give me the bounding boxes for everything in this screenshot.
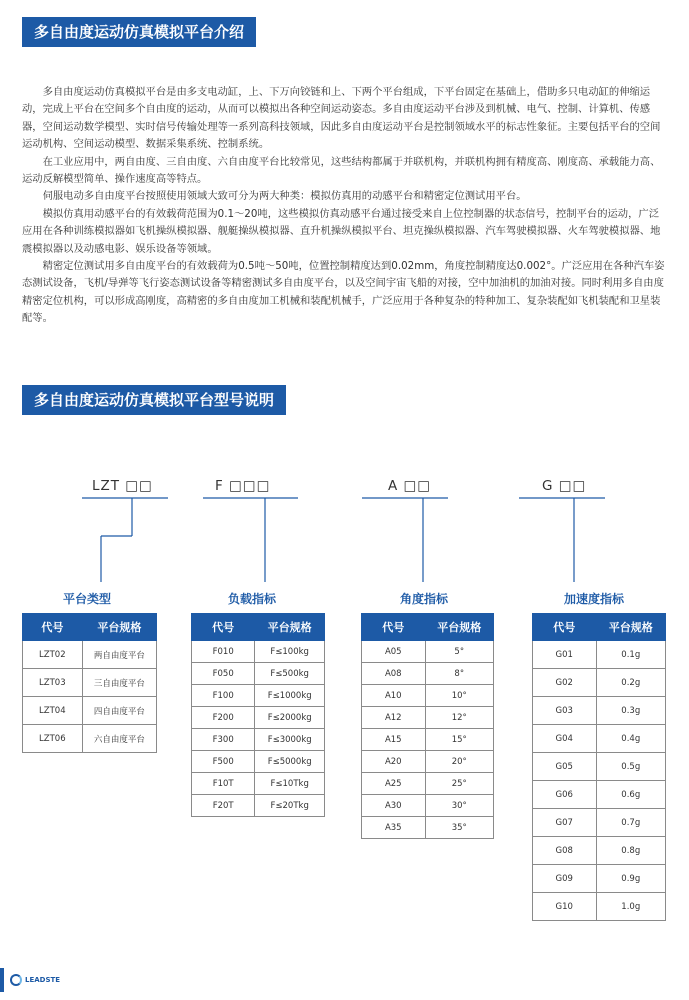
cell-spec: 两自由度平台 <box>82 641 156 669</box>
cell-code: G01 <box>533 641 597 669</box>
table-row <box>362 729 494 751</box>
model-code-f: F □□□ <box>215 478 271 494</box>
angle-table <box>361 613 494 839</box>
cell-code: F300 <box>192 729 255 751</box>
cell-spec: 5° <box>425 641 493 663</box>
cell-code: F20T <box>192 795 255 817</box>
column-header: 代号 <box>533 614 597 641</box>
cell-code: F010 <box>192 641 255 663</box>
table-header-row <box>533 614 666 641</box>
section-title-intro: 多自由度运动仿真模拟平台介绍 <box>22 17 256 47</box>
cell-code: G04 <box>533 725 597 753</box>
table-row <box>533 669 666 697</box>
table-title-load: 负载指标 <box>228 592 277 606</box>
table-header-row <box>362 614 494 641</box>
cell-spec: 12° <box>425 707 493 729</box>
column-header: 代号 <box>362 614 426 641</box>
table-row <box>192 663 325 685</box>
cell-spec: 0.4g <box>596 725 665 753</box>
cell-code: F500 <box>192 751 255 773</box>
cell-spec: 六自由度平台 <box>82 725 156 753</box>
intro-paragraph: 精密定位测试用多自由度平台的有效载荷为0.5吨～50吨，位置控制精度达到0.02mm，角度控制精度达0.002°。广泛应用在各种汽车姿态测试设备，飞机/导弹等飞行姿态测试设备等精密测试多自由度平台，以及空间宇宙飞船的对接，空中加油机的加油对接。同时利用多自由度精密定位机构，可以形成高刚度，高精密的多自由度加工机械和装配机械手，广泛应用于各种复杂的特种加工、复杂装配如飞机装配和卫星装配等。 <box>22 260 665 325</box>
table-row <box>533 837 666 865</box>
cell-code: G07 <box>533 809 597 837</box>
table-row <box>23 641 157 669</box>
table-row <box>533 893 666 921</box>
intro-text <box>22 84 668 328</box>
column-header: 代号 <box>23 614 83 641</box>
table-row <box>362 707 494 729</box>
cell-code: A05 <box>362 641 426 663</box>
cell-spec: 10° <box>425 685 493 707</box>
cell-code: LZT03 <box>23 669 83 697</box>
table-row <box>23 725 157 753</box>
table-row <box>192 773 325 795</box>
table-row <box>533 781 666 809</box>
cell-code: F100 <box>192 685 255 707</box>
cell-spec: F≤2000kg <box>255 707 325 729</box>
intro-paragraph: 多自由度运动仿真模拟平台是由多支电动缸，上、下万向铰链和上、下两个平台组成，下平台固定在基础上，借助多只电动缸的伸缩运动，完成上平台在空间多个自由度的运动，从而可以模拟出各种空间运动姿态。多自由度运动平台涉及到机械、电气、控制、计算机、传感器，空间运动数学模型、实时信号传输处理等一系列高科技领域，因此多自由度运动平台是控制领域水平的标志性象征。主要包括平台的空间运动机构、空间运动模型、数据采集系统、控制系统。 <box>22 86 661 151</box>
table-title-angle: 角度指标 <box>400 592 449 606</box>
table-row <box>192 751 325 773</box>
cell-spec: 8° <box>425 663 493 685</box>
table-title-acceleration: 加速度指标 <box>564 592 625 606</box>
table-row <box>533 725 666 753</box>
model-code-g: G □□ <box>542 478 587 494</box>
cell-spec: 1.0g <box>596 893 665 921</box>
cell-code: G03 <box>533 697 597 725</box>
load-table <box>191 613 325 817</box>
footer-accent-bar <box>0 968 4 992</box>
cell-spec: F≤3000kg <box>255 729 325 751</box>
cell-code: G08 <box>533 837 597 865</box>
table-row <box>192 707 325 729</box>
cell-code: LZT04 <box>23 697 83 725</box>
table-header-row <box>192 614 325 641</box>
cell-spec: 0.2g <box>596 669 665 697</box>
cell-code: A10 <box>362 685 426 707</box>
cell-code: A12 <box>362 707 426 729</box>
cell-spec: F≤500kg <box>255 663 325 685</box>
cell-spec: 0.6g <box>596 781 665 809</box>
brand-logo <box>10 974 60 986</box>
table-row <box>192 729 325 751</box>
table-title-platform-type: 平台类型 <box>63 592 112 606</box>
cell-code: F050 <box>192 663 255 685</box>
column-header: 平台规格 <box>596 614 665 641</box>
cell-code: A30 <box>362 795 426 817</box>
acceleration-table <box>532 613 666 921</box>
section-title-model-spec: 多自由度运动仿真模拟平台型号说明 <box>22 385 286 415</box>
cell-spec: 0.1g <box>596 641 665 669</box>
table-row <box>362 663 494 685</box>
cell-spec: 30° <box>425 795 493 817</box>
table-row <box>533 753 666 781</box>
cell-spec: 0.9g <box>596 865 665 893</box>
cell-code: LZT02 <box>23 641 83 669</box>
intro-paragraph: 伺服电动多自由度平台按照使用领域大致可分为两大种类：模拟仿真用的动感平台和精密定位测试用平台。 <box>42 190 527 203</box>
cell-code: A15 <box>362 729 426 751</box>
table-row <box>533 809 666 837</box>
cell-spec: F≤20Tkg <box>255 795 325 817</box>
table-row <box>192 641 325 663</box>
cell-spec: 35° <box>425 817 493 839</box>
logo-text: LEADSTE <box>25 976 61 984</box>
cell-code: F200 <box>192 707 255 729</box>
cell-spec: F≤100kg <box>255 641 325 663</box>
cell-code: A08 <box>362 663 426 685</box>
cell-code: A35 <box>362 817 426 839</box>
logo-icon <box>10 974 22 986</box>
cell-code: A25 <box>362 773 426 795</box>
table-row <box>23 669 157 697</box>
table-row <box>362 751 494 773</box>
cell-spec: 四自由度平台 <box>82 697 156 725</box>
cell-spec: F≤1000kg <box>255 685 325 707</box>
table-header-row <box>23 614 157 641</box>
cell-spec: 15° <box>425 729 493 751</box>
table-row <box>23 697 157 725</box>
table-row <box>533 865 666 893</box>
table-row <box>362 817 494 839</box>
intro-paragraph: 在工业应用中，两自由度、三自由度、六自由度平台比较常见，这些结构都属于并联机构，并联机构拥有精度高、刚度高、承载能力高、运动反解模型简单、操作速度高等特点。 <box>22 155 661 186</box>
cell-code: G06 <box>533 781 597 809</box>
model-code-lzt: LZT □□ <box>92 478 153 494</box>
cell-spec: 0.7g <box>596 809 665 837</box>
cell-spec: 0.3g <box>596 697 665 725</box>
column-header: 代号 <box>192 614 255 641</box>
table-row <box>362 685 494 707</box>
table-row <box>192 685 325 707</box>
cell-spec: 0.5g <box>596 753 665 781</box>
model-code-a: A □□ <box>388 478 432 494</box>
platform-type-table <box>22 613 157 753</box>
cell-spec: 20° <box>425 751 493 773</box>
cell-spec: 25° <box>425 773 493 795</box>
column-header: 平台规格 <box>425 614 493 641</box>
cell-spec: F≤10Tkg <box>255 773 325 795</box>
column-header: 平台规格 <box>82 614 156 641</box>
cell-code: G02 <box>533 669 597 697</box>
cell-spec: 三自由度平台 <box>82 669 156 697</box>
table-row <box>362 773 494 795</box>
table-row <box>362 795 494 817</box>
cell-code: G09 <box>533 865 597 893</box>
table-row <box>533 697 666 725</box>
cell-code: A20 <box>362 751 426 773</box>
column-header: 平台规格 <box>255 614 325 641</box>
cell-code: G05 <box>533 753 597 781</box>
cell-code: G10 <box>533 893 597 921</box>
cell-spec: F≤5000kg <box>255 751 325 773</box>
table-row <box>533 641 666 669</box>
table-row <box>192 795 325 817</box>
intro-paragraph: 模拟仿真用动感平台的有效载荷范围为0.1～20吨，这些模拟仿真动感平台通过接受来自上位控制器的状态信号，控制平台的运动，广泛应用在各种训练模拟器如飞机操纵模拟器、舰艇操纵模拟器、直升机操纵模拟平台、坦克操纵模拟器、汽车驾驶模拟器、火车驾驶模拟器、地震模拟器以及动感电影、娱乐设备等领域。 <box>22 207 661 255</box>
table-row <box>362 641 494 663</box>
cell-spec: 0.8g <box>596 837 665 865</box>
cell-code: LZT06 <box>23 725 83 753</box>
cell-code: F10T <box>192 773 255 795</box>
